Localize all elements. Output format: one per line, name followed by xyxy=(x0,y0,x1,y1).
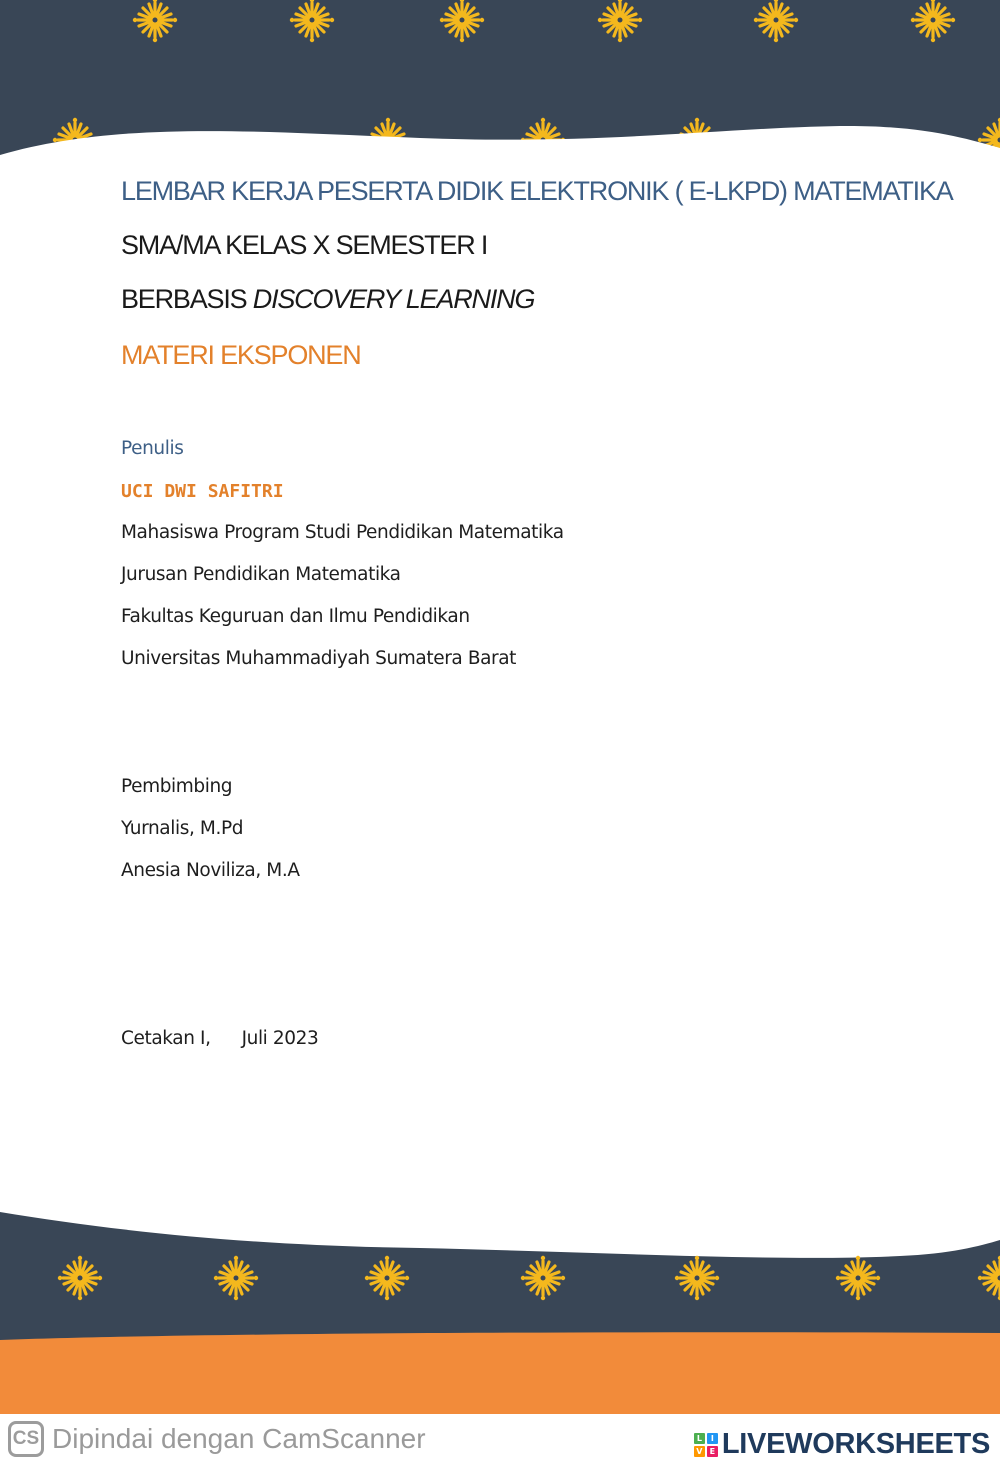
edition-line xyxy=(121,1028,318,1049)
advisor-name: Anesia Noviliza, M.A xyxy=(121,860,300,881)
title-line-3 xyxy=(121,284,534,315)
writer-name: UCI DWI SAFITRI xyxy=(121,481,284,502)
affiliation-line: Jurusan Pendidikan Matematika xyxy=(121,564,401,585)
title-line-1: LEMBAR KERJA PESERTA DIDIK ELEKTRONIK ( E-LKPD) MATEMATIKA xyxy=(121,176,953,206)
affiliation-line: Fakultas Keguruan dan Ilmu Pendidikan xyxy=(121,606,470,627)
title-line-4: MATERI EKSPONEN xyxy=(121,340,361,370)
title-line-3-prefix: BERBASIS xyxy=(121,284,253,314)
liveworksheets-brand[interactable] xyxy=(694,1428,990,1461)
advisor-name: Yurnalis, M.Pd xyxy=(121,818,244,839)
camscanner-logo-icon: CS xyxy=(8,1421,44,1457)
affiliation-line: Mahasiswa Program Studi Pendidikan Matematika xyxy=(121,522,564,543)
liveworksheets-logo-icon: L I V E xyxy=(694,1433,718,1457)
camscanner-watermark xyxy=(8,1418,426,1460)
title-line-2: SMA/MA KELAS X SEMESTER I xyxy=(121,230,488,260)
writer-label: Penulis xyxy=(121,438,184,459)
affiliation-line: Universitas Muhammadiyah Sumatera Barat xyxy=(121,648,517,669)
edition-label: Cetakan I, xyxy=(121,1028,211,1049)
camscanner-text: Dipindai dengan CamScanner xyxy=(52,1423,426,1454)
liveworksheets-text: LIVEWORKSHEETS xyxy=(721,1428,990,1460)
edition-date: Juli 2023 xyxy=(241,1028,319,1049)
advisor-label: Pembimbing xyxy=(121,776,233,797)
title-line-3-emphasis: DISCOVERY LEARNING xyxy=(252,284,535,314)
